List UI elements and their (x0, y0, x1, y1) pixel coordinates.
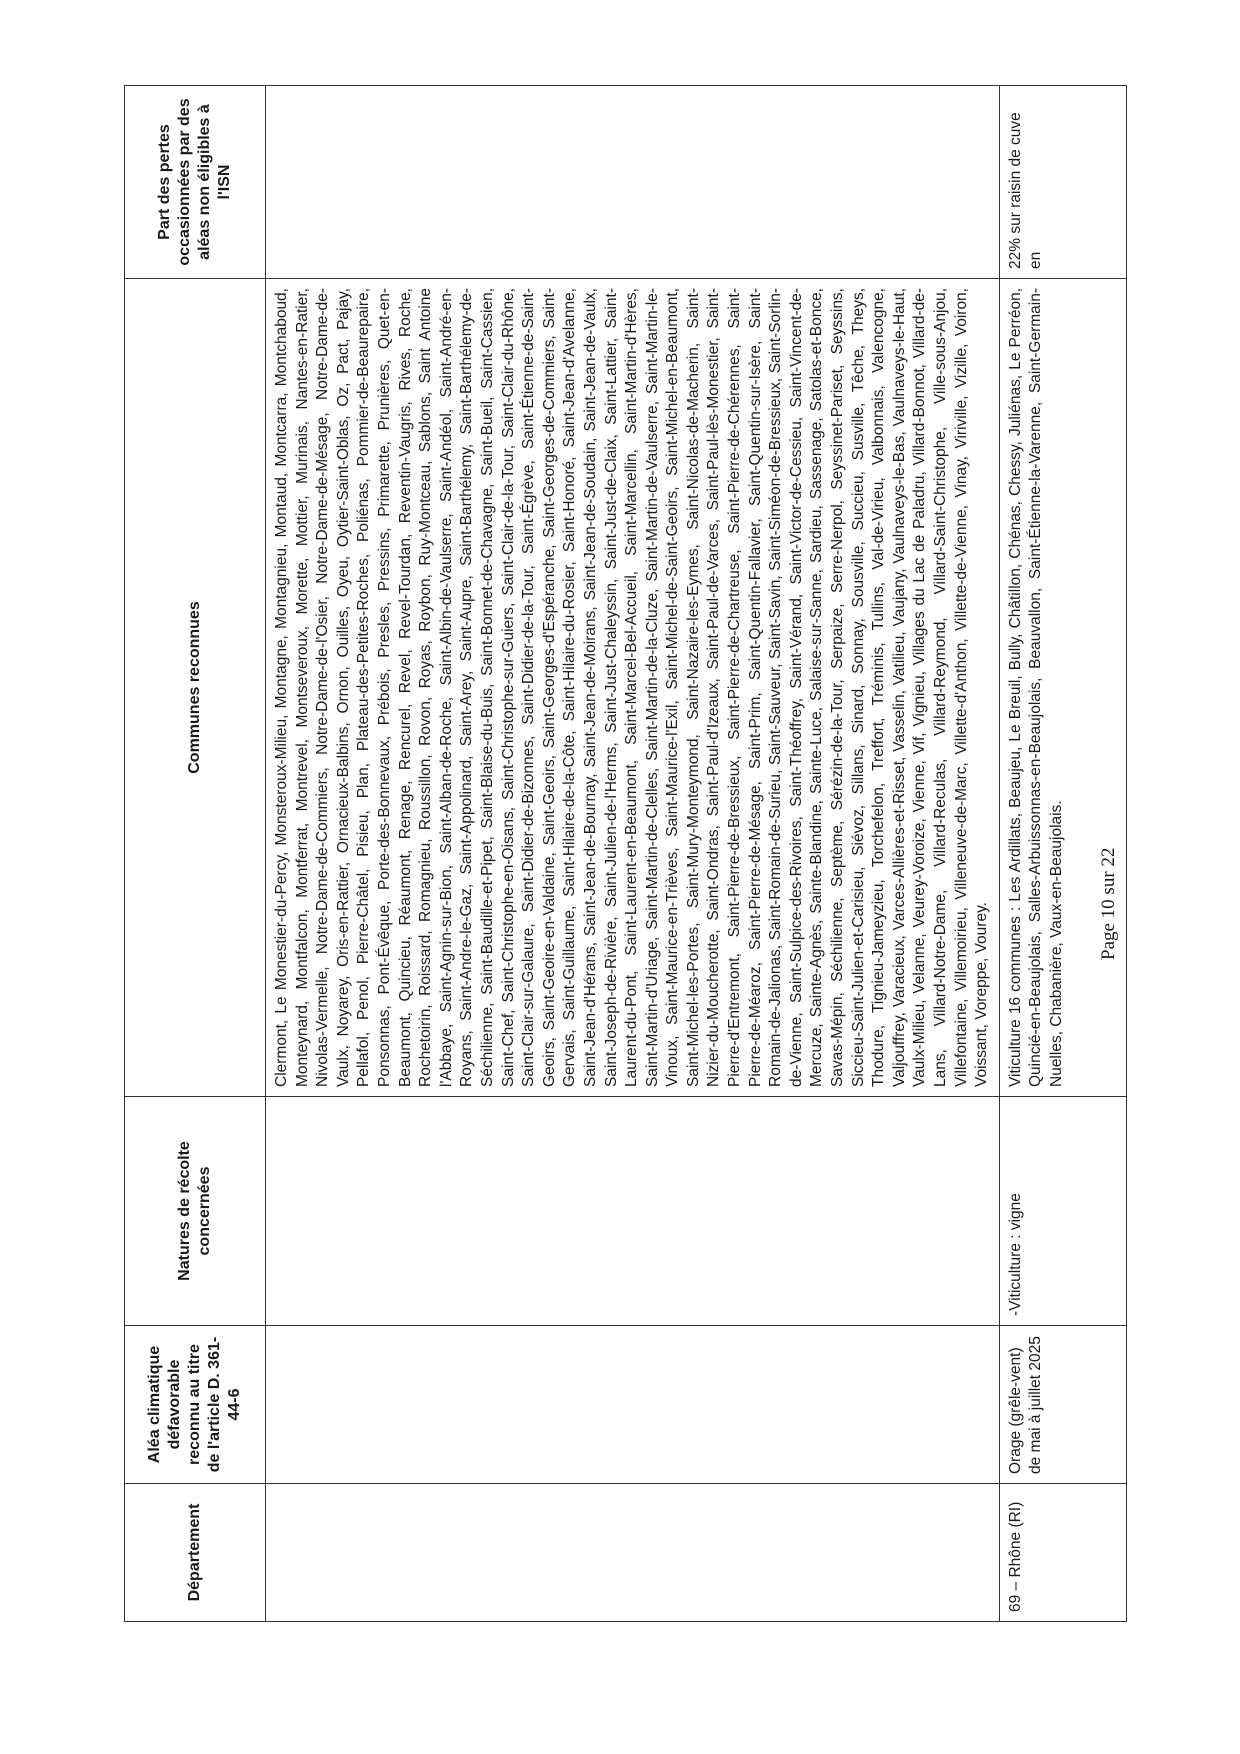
header-alea: Aléa climatique défavorable reconnu au titre de l'article D. 361-44-6 (125, 1326, 266, 1484)
cell-departement: 69 – Rhône (RI) (999, 1484, 1126, 1622)
communes-table (124, 85, 1127, 1622)
cell-natures: -Viticulture : vigne (999, 1097, 1126, 1326)
cell-communes: Viticulture 16 communes : Les Ardillats, Beaujeu, Le Breuil, Bully, Châtillon, Chénas, Chessy, Juliénas, Le Perréon, Quincié-en-Beaujolais, Salles-Arbuissonnas-en-Beaujolais, Beauvallon, Saint-Étienne-la-Varenne, Saint-Germain-Nuelles, Chabanière, Vaux-en-Beaujolais. (999, 279, 1126, 1097)
rotated-page (124, 86, 1104, 1622)
cell-alea: Orage (grêle-vent) de mai à juillet 2025 (999, 1326, 1126, 1484)
header-part: Part des pertes occasionnées par des aléas non éligibles à l'ISN (125, 86, 266, 279)
table-row (266, 86, 1000, 1622)
page-footer (1092, 760, 1132, 990)
cell-part: 22% sur raisin de cuve en (999, 86, 1126, 279)
page-number: Page 10 sur 22 (1098, 847, 1119, 960)
cell-departement (266, 1484, 1000, 1622)
table-header-row (125, 86, 266, 1622)
cell-natures (266, 1097, 1000, 1326)
cell-part (266, 86, 1000, 279)
header-natures: Natures de récolte concernées (125, 1097, 266, 1326)
cell-alea (266, 1326, 1000, 1484)
header-departement: Département (125, 1484, 266, 1622)
cell-communes: Clermont, Le Monestier-du-Percy, Monsteroux-Milieu, Montagne, Montagnieu, Montaud, Montcarra, Montchaboud, Monteynard, Montfalcon, Montferrat, Montrevel, Montseveroux, Morette, Mottier, Murinais, Nantes-en-Ratier, Nivolas-Vermelle, Notre-Dame-de-Commiers, Notre-Dame-de-l'Osier, Notre-Dame-de-Mésage, Notre-Dame-de-Vaulx, Noyarey, Oris-en-Rattier, Ornacieux-Balbins, Ornon, Ouilles, Oyeu, Oytier-Saint-Oblas, Oz, Pact, Pajay, Pellafol, Penol, Pierre-Châtel, Pisieu, Plan, Plateau-des-Petites-Roches, Poliénas, Pommier-de-Beaurepaire, Ponsonnas, Pont-Évêque, Porte-des-Bonnevaux, Prébois, Presles, Pressins, Primarette, Prunières, Quet-en-Beaumont, Quincieu, Réaumont, Renage, Rencurel, Revel, Revel-Tourdan, Reventin-Vaugris, Rives, Roche, Rochetoirin, Roissard, Romagnieu, Roussillon, Rovon, Royas, Roybon, Ruy-Montceau, Sablons, Saint Antoine l'Abbaye, Saint-Agnin-sur-Bion, Saint-Alban-de-Roche, Saint-Albin-de-Vaulserre, Saint-Andéol, Saint-André-en-Royans, Saint-Andre-le-Gaz, Saint-Appolinard, Saint-Arey, Saint-Aupre, Saint-Barthélemy, Saint-Barthélemy-de-Séchilienne, Saint-Baudille-et-Pipet, Saint-Blaise-du-Buis, Saint-Bonnet-de-Chavagne, Saint-Bueil, Saint-Cassien, Saint-Chef, Saint-Christophe-en-Oisans, Saint-Christophe-sur-Guiers, Saint-Clair-de-la-Tour, Saint-Clair-du-Rhône, Saint-Clair-sur-Galaure, Saint-Didier-de-Bizonnes, Saint-Didier-de-la-Tour, Saint-Égrève, Saint-Étienne-de-Saint-Geoirs, Saint-Geoire-en-Valdaine, Saint-Geoirs, Saint-Georges-d'Espéranche, Saint-Georges-de-Commiers, Saint-Gervais, Saint-Guillaume, Saint-Hilaire-de-la-Côte, Saint-Hilaire-du-Rosier, Saint-Honoré, Saint-Jean-d'Avelanne, Saint-Jean-d'Hérans, Saint-Jean-de-Bournay, Saint-Jean-de-Moirans, Saint-Jean-de-Soudain, Saint-Jean-de-Vaulx, Saint-Joseph-de-Rivière, Saint-Julien-de-l'Herms, Saint-Just-Chaleyssin, Saint-Just-de-Claix, Saint-Lattier, Saint-Laurent-du-Pont, Saint-Laurent-en-Beaumont, Saint-Marcel-Bel-Accueil, Saint-Marcellin, Saint-Martin-d'Hères, Saint-Martin-d'Uriage, Saint-Martin-de-Clelles, Saint-Martin-de-la-Cluze, Saint-Martin-de-Vaulserre, Saint-Martin-le-Vinoux, Saint-Maurice-en-Trièves, Saint-Maurice-l'Exil, Saint-Michel-de-Saint-Geoirs, Saint-Michel-en-Beaumont, Saint-Michel-les-Portes, Saint-Mury-Monteymond, Saint-Nazaire-les-Eymes, Saint-Nicolas-de-Macherin, Saint-Nizier-du-Moucherotte, Saint-Ondras, Saint-Paul-d'Izeaux, Saint-Paul-de-Varces, Saint-Paul-lès-Monestier, Saint-Pierre-d'Entremont, Saint-Pierre-de-Bressieux, Saint-Pierre-de-Chartreuse, Saint-Pierre-de-Chérennes, Saint-Pierre-de-Méaroz, Saint-Pierre-de-Mésage, Saint-Prim, Saint-Quentin-Fallavier, Saint-Quentin-sur-Isère, Saint-Romain-de-Jalionas, Saint-Romain-de-Surieu, Saint-Sauveur, Saint-Savin, Saint-Siméon-de-Bressieux, Saint-Sorlin-de-Vienne, Saint-Sulpice-des-Rivoires, Saint-Théoffrey, Saint-Vérand, Saint-Victor-de-Cessieu, Saint-Vincent-de-Mercuze, Sainte-Agnès, Sainte-Blandine, Sainte-Luce, Salaise-sur-Sanne, Sardieu, Sassenage, Satolas-et-Bonce, Savas-Mépin, Séchilienne, Septème, Sérézin-de-la-Tour, Serpaize, Serre-Nerpol, Seyssinet-Pariset, Seyssins, Siccieu-Saint-Julien-et-Carisieu, Siévoz, Sillans, Sinard, Sonnay, Sousville, Succieu, Susville, Têche, Theys, Thodure, Tignieu-Jameyzieu, Torchefelon, Treffort, Tréminis, Tullins, Val-de-Virieu, Valbonnais, Valencogne, Valjouffrey, Varacieux, Varces-Allières-et-Risset, Vasselin, Vatilieu, Vaujany, Vaulnaveys-le-Bas, Vaulnaveys-le-Haut, Vaulx-Milieu, Velanne, Veurey-Voroize, Vienne, Vif, Vignieu, Villages du Lac de Paladru, Villard-Bonnot, Villard-de-Lans, Villard-Notre-Dame, Villard-Reculas, Villard-Reymond, Villard-Saint-Christophe, Ville-sous-Anjou, Villefontaine, Villemoirieu, Villeneuve-de-Marc, Villette-d'Anthon, Villette-de-Vienne, Vinay, Viriville, Vizille, Voiron, Voissant, Voreppe, Vourey. (266, 279, 1000, 1097)
header-communes: Communes reconnues (125, 279, 266, 1097)
